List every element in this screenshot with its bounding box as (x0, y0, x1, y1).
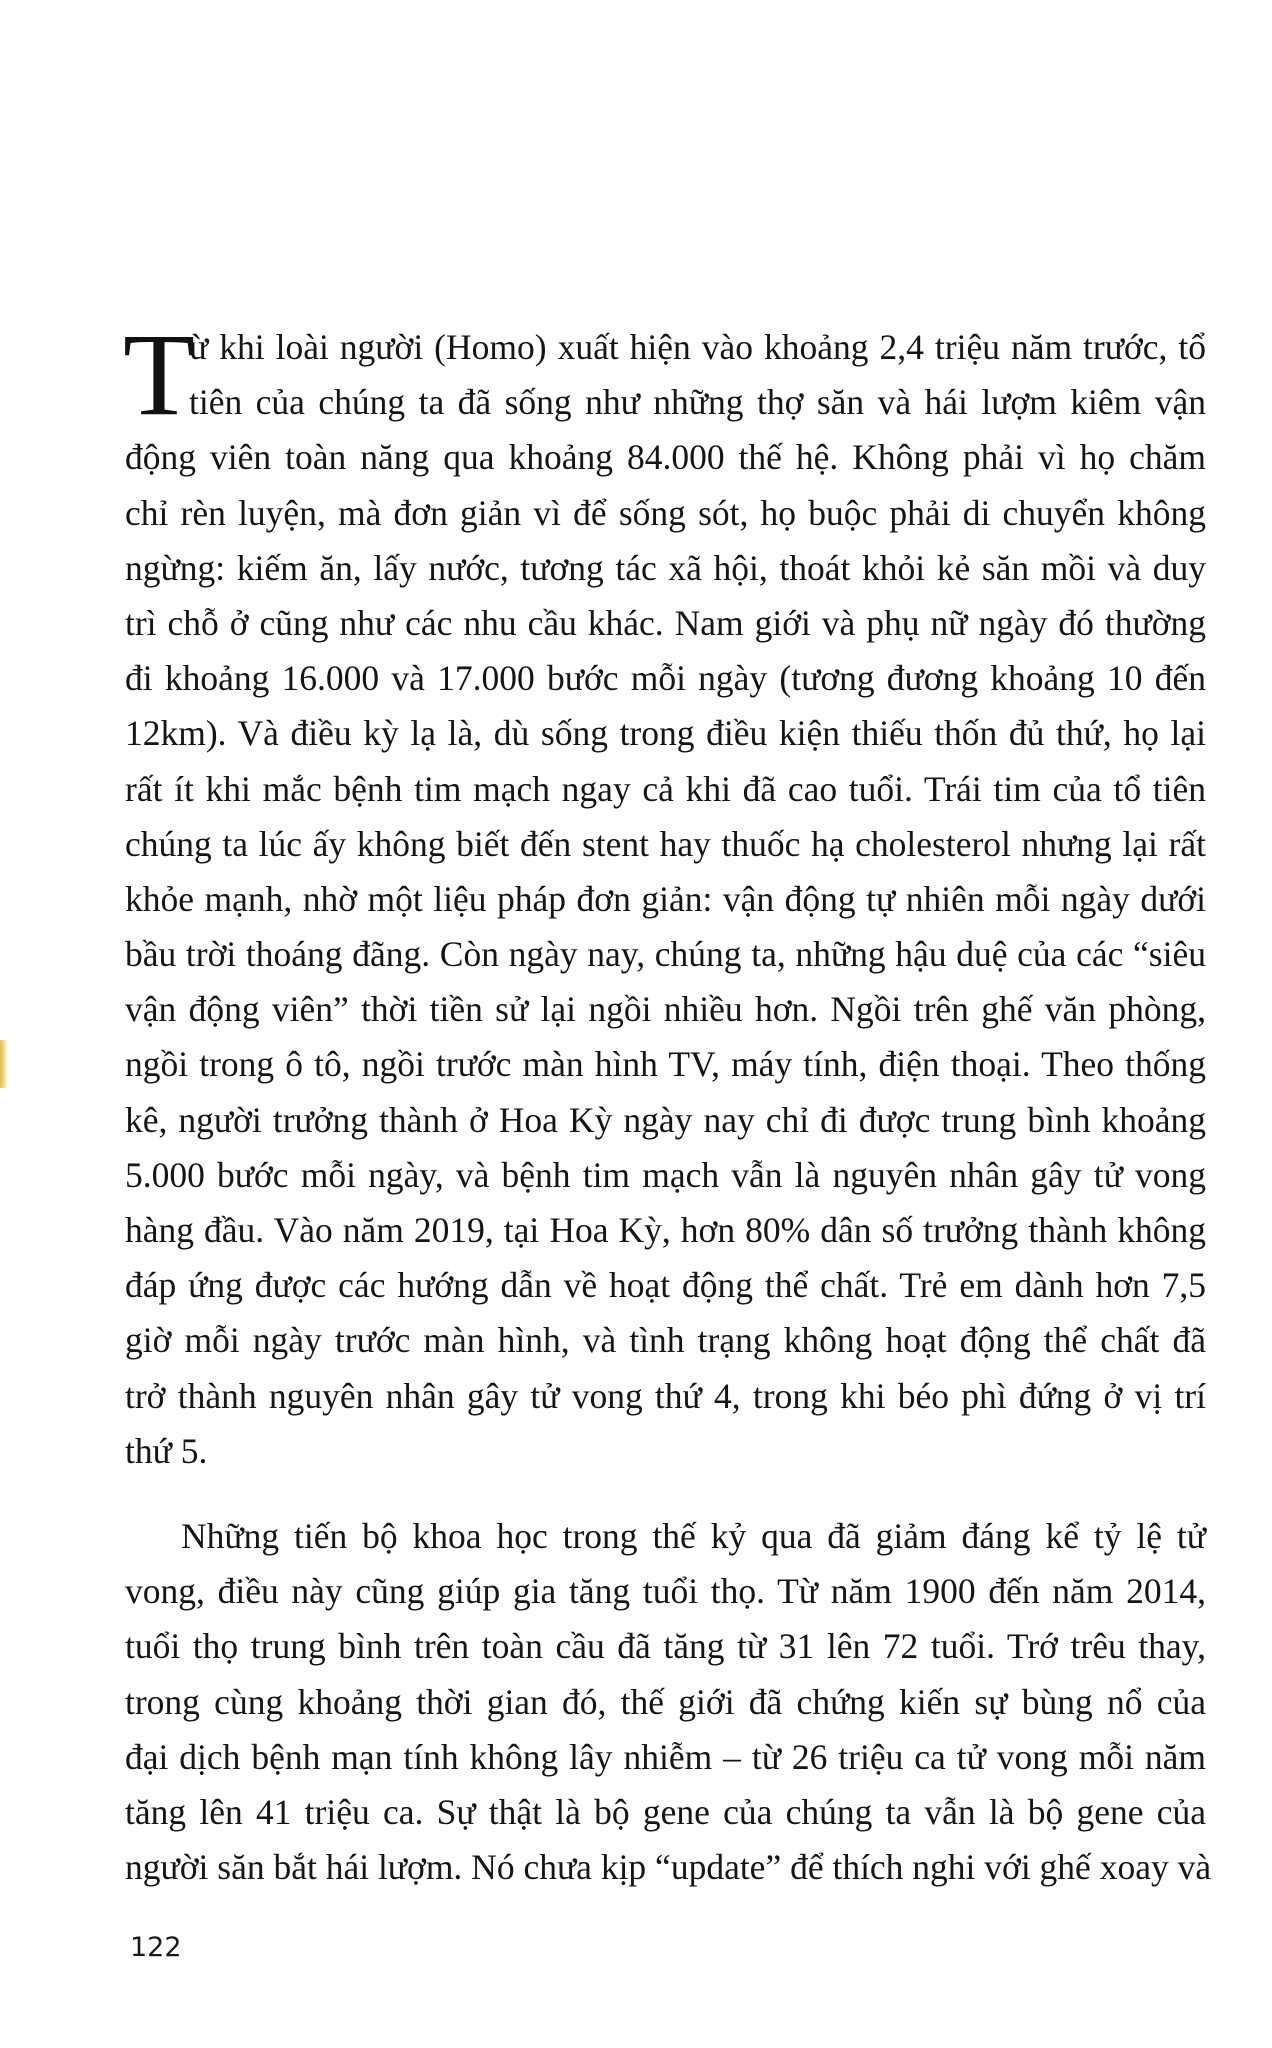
page-edge-highlight-mark (0, 1040, 7, 1088)
text-line: khỏe mạnh, nhờ một liệu pháp đơn giản: vận động tự nhiên mỗi ngày dưới (125, 878, 1206, 919)
text-line: tuổi thọ trung bình trên toàn cầu đã tăng từ 31 lên 72 tuổi. Trớ trêu thay, (125, 1626, 1206, 1667)
text-line: động viên toàn năng qua khoảng 84.000 thế hệ. Không phải vì họ chăm (125, 437, 1206, 478)
text-line: đáp ứng được các hướng dẫn về hoạt động thể chất. Trẻ em dành hơn 7,5 (125, 1265, 1206, 1306)
body-text (123, 309, 1212, 1895)
text-line: 5.000 bước mỗi ngày, và bệnh tim mạch vẫn là nguyên nhân gây tử vong (125, 1154, 1206, 1195)
text-line: hàng đầu. Vào năm 2019, tại Hoa Kỳ, hơn 80% dân số trưởng thành không (125, 1210, 1206, 1250)
text-line: đại dịch bệnh mạn tính không lây nhiễm – từ 26 triệu ca tử vong mỗi năm (125, 1736, 1206, 1777)
text-line: bầu trời thoáng đãng. Còn ngày nay, chúng ta, những hậu duệ của các “siêu (125, 934, 1206, 975)
text-line: ngừng: kiếm ăn, lấy nước, tương tác xã hội, thoát khỏi kẻ săn mồi và duy (125, 547, 1206, 588)
text-line: giờ mỗi ngày trước màn hình, và tình trạng không hoạt động thể chất đã (125, 1320, 1206, 1361)
text-line: rất ít khi mắc bệnh tim mạch ngay cả khi đã cao tuổi. Trái tim của tổ tiên (125, 768, 1206, 809)
text-line: người săn bắt hái lượm. Nó chưa kịp “update” để thích nghi với ghế xoay và (125, 1847, 1212, 1888)
text-line: tiên của chúng ta đã sống như những thợ săn và hái lượm kiêm vận (189, 382, 1206, 423)
text-line: đi khoảng 16.000 và 17.000 bước mỗi ngày (tương đương khoảng 10 đến (125, 658, 1206, 699)
text-line: chỉ rèn luyện, mà đơn giản vì để sống sót, họ buộc phải di chuyển không (125, 492, 1206, 533)
page-number: 122 (130, 1932, 182, 1963)
text-line: 12km). Và điều kỳ lạ là, dù sống trong điều kiện thiếu thốn đủ thứ, họ lại (125, 713, 1206, 754)
text-line: tăng lên 41 triệu ca. Sự thật là bộ gene của chúng ta vẫn là bộ gene của (125, 1791, 1206, 1832)
text-line: ngồi trong ô tô, ngồi trước màn hình TV, máy tính, điện thoại. Theo thống (125, 1044, 1206, 1085)
text-line: ừ khi loài người (Homo) xuất hiện vào khoảng 2,4 triệu năm trước, tổ (189, 327, 1206, 367)
text-line: chúng ta lúc ấy không biết đến stent hay thuốc hạ cholesterol nhưng lại rất (125, 823, 1206, 864)
drop-cap: T (123, 309, 196, 440)
text-line: thứ 5. (125, 1430, 208, 1471)
text-line: trì chỗ ở cũng như các nhu cầu khác. Nam giới và phụ nữ ngày đó thường (125, 602, 1206, 643)
paragraph-1 (123, 309, 1206, 1479)
paragraph-2 (125, 1509, 1212, 1895)
text-line: Những tiến bộ khoa học trong thế kỷ qua đã giảm đáng kể tỷ lệ tử (181, 1515, 1206, 1556)
text-line: kê, người trưởng thành ở Hoa Kỳ ngày nay chỉ đi được trung bình khoảng (125, 1099, 1206, 1140)
text-line: vong, điều này cũng giúp gia tăng tuổi thọ. Từ năm 1900 đến năm 2014, (125, 1571, 1206, 1612)
text-line: vận động viên” thời tiền sử lại ngồi nhiều hơn. Ngồi trên ghế văn phòng, (125, 989, 1206, 1030)
paragraph-spacing (125, 1479, 1206, 1509)
text-line: trong cùng khoảng thời gian đó, thế giới đã chứng kiến sự bùng nổ của (125, 1681, 1206, 1722)
text-line: trở thành nguyên nhân gây tử vong thứ 4, trong khi béo phì đứng ở vị trí (125, 1375, 1206, 1416)
